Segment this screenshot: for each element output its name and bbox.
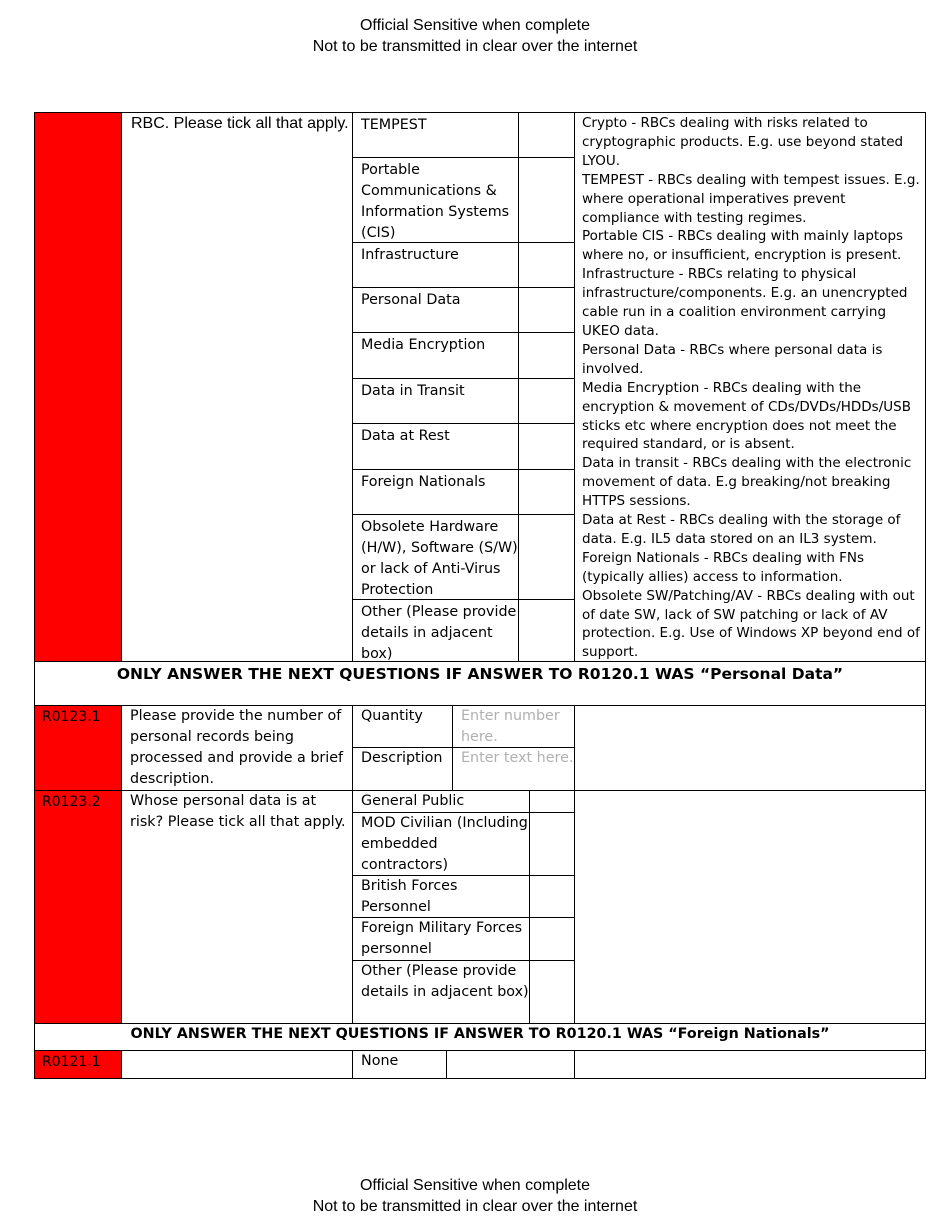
- rbc-tick-infrastructure[interactable]: [519, 243, 574, 287]
- footer-line-2: Not to be transmitted in clear over the internet: [312, 1198, 638, 1215]
- rbc-tick-personal-data[interactable]: [519, 288, 574, 332]
- r0123-2-option-british-forces: British Forces Personnel: [361, 878, 458, 915]
- r0123-2-option-mod-civilian: MOD Civilian (Including embedded contractors): [361, 815, 528, 873]
- rbc-tick-obsolete[interactable]: [519, 515, 574, 599]
- rbc-question: RBC. Please tick all that apply.: [131, 115, 349, 132]
- rbc-option-tempest: TEMPEST: [361, 117, 427, 133]
- r0123-1-code: R0123.1: [42, 709, 101, 725]
- header-line-2: Not to be transmitted in clear over the internet: [312, 38, 638, 55]
- rbc-option-media-encryption: Media Encryption: [361, 337, 486, 353]
- description-input[interactable]: Enter text here.: [461, 750, 574, 766]
- r0123-2-tick-other[interactable]: [530, 961, 574, 1023]
- footer-line-1: Official Sensitive when complete: [359, 1177, 591, 1194]
- rbc-tick-foreign-nationals[interactable]: [519, 470, 574, 514]
- quantity-input[interactable]: Enter number here.: [461, 708, 560, 745]
- r0123-2-tick-general-public[interactable]: [530, 791, 574, 812]
- r0121-1-code: R0121.1: [42, 1054, 101, 1070]
- r0123-2-code: R0123.2: [42, 794, 101, 810]
- description-label: Description: [361, 750, 443, 766]
- rbc-option-portable-cis: Portable Communications & Information Systems (CIS): [361, 162, 510, 241]
- rbc-guidance: Crypto - RBCs dealing with risks related to cryptographic products. E.g. use beyond stated LYOU. TEMPEST - RBCs dealing with tempest issues. E.g. where operational imperatives prevent compliance with testing regimes. Portable CIS - RBCs dealing with mainly laptops where no, or insufficient, encryption is present. Infrastructure - RBCs relating to physical infrastructure/components. E.g. an unencrypted cable run in a coalition environment carrying UKEO data. Personal Data - RBCs where personal data is involved. Media Encryption - RBCs dealing with the encryption & movement of CDs/DVDs/HDDs/USB sticks etc where encryption does not meet the required standard, or is absent. Data in transit - RBCs dealing with the electronic movement of data. E.g breaking/not breaking HTTPS sessions. Data at Rest - RBCs dealing with the storage of data. E.g. IL5 data stored on an IL3 system. Foreign Nationals - RBCs dealing with FNs (typically allies) access to information. Obsolete SW/Patching/AV - RBCs dealing with out of date SW, lack of SW patching or lack of AV protection. E.g. Use of Windows XP beyond end of support.: [582, 115, 920, 661]
- rbc-tick-media-encryption[interactable]: [519, 333, 574, 378]
- r0123-2-tick-foreign-military[interactable]: [530, 918, 574, 960]
- r0123-2-option-foreign-military: Foreign Military Forces personnel: [361, 920, 523, 957]
- r0121-1-option-none: None: [361, 1053, 399, 1069]
- rbc-tick-tempest[interactable]: [519, 113, 574, 157]
- r0121-1-tick-none[interactable]: [447, 1051, 574, 1078]
- rbc-option-obsolete: Obsolete Hardware (H/W), Software (S/W) or lack of Anti-Virus Protection: [361, 519, 518, 598]
- quantity-label: Quantity: [361, 708, 423, 724]
- rbc-tick-data-at-rest[interactable]: [519, 424, 574, 469]
- r0123-1-question: Please provide the number of personal records being processed and provide a brief description.: [130, 708, 344, 787]
- rbc-option-infrastructure: Infrastructure: [361, 247, 459, 263]
- rbc-option-other: Other (Please provide details in adjacent box): [361, 604, 517, 662]
- rbc-option-personal-data: Personal Data: [361, 292, 461, 308]
- rbc-tick-portable-cis[interactable]: [519, 158, 574, 242]
- r0123-2-tick-british-forces[interactable]: [530, 876, 574, 917]
- banner-foreign: ONLY ANSWER THE NEXT QUESTIONS IF ANSWER TO R0120.1 WAS “Foreign Nationals”: [130, 1026, 830, 1042]
- rbc-option-data-in-transit: Data in Transit: [361, 383, 465, 399]
- r0123-2-question: Whose personal data is at risk? Please tick all that apply.: [130, 793, 346, 830]
- header-line-1: Official Sensitive when complete: [359, 17, 591, 34]
- banner-personal: ONLY ANSWER THE NEXT QUESTIONS IF ANSWER TO R0120.1 WAS “Personal Data”: [116, 665, 844, 683]
- rbc-option-foreign-nationals: Foreign Nationals: [361, 474, 486, 490]
- rbc-option-data-at-rest: Data at Rest: [361, 428, 450, 444]
- r0123-2-option-general-public: General Public: [361, 793, 465, 809]
- rbc-tick-other[interactable]: [519, 600, 574, 662]
- rbc-tick-data-in-transit[interactable]: [519, 379, 574, 423]
- r0123-2-tick-mod-civilian[interactable]: [530, 813, 574, 875]
- r0123-2-option-other: Other (Please provide details in adjacent box): [361, 963, 529, 1000]
